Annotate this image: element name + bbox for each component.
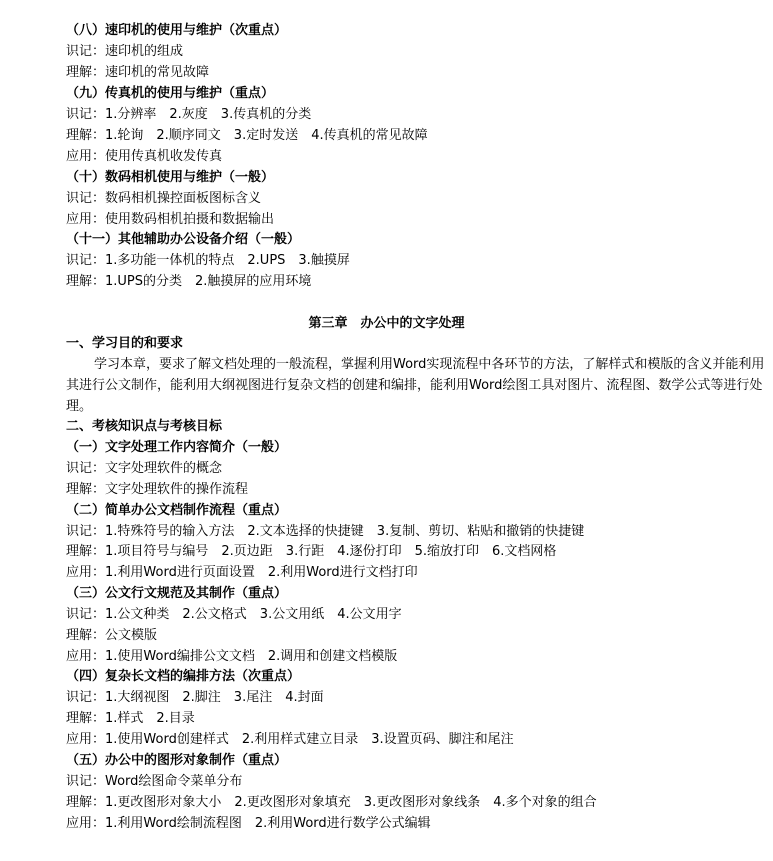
text-line: 识记：1.大纲视图 2.脚注 3.尾注 4.封面 bbox=[66, 690, 324, 705]
section-heading: （三）公文行文规范及其制作（重点） bbox=[66, 586, 288, 601]
text-line: 识记：Word绘图命令菜单分布 bbox=[66, 774, 243, 789]
text-line: 理解：文字处理软件的操作流程 bbox=[66, 482, 249, 497]
text-line: 应用：1.利用Word进行页面设置 2.利用Word进行文档打印 bbox=[66, 565, 418, 580]
text-line: 理解：1.项目符号与编号 2.页边距 3.行距 4.逐份打印 5.缩放打印 6.文档网格 bbox=[66, 544, 557, 559]
section-heading: （五）办公中的图形对象制作（重点） bbox=[66, 753, 288, 768]
text-line: 理解：公文模版 bbox=[66, 628, 158, 643]
section-heading: （四）复杂长文档的编排方法（次重点） bbox=[66, 669, 301, 684]
text-line: 应用：1.使用Word编排公文文档 2.调用和创建文档模版 bbox=[66, 649, 398, 664]
section-heading: （一）文字处理工作内容简介（一般） bbox=[66, 440, 288, 455]
text-line: 识记：速印机的组成 bbox=[66, 44, 184, 59]
section-heading: （九）传真机的使用与维护（重点） bbox=[66, 86, 275, 101]
text-line: 应用：1.利用Word绘制流程图 2.利用Word进行数学公式编辑 bbox=[66, 816, 431, 831]
text-line: 识记：1.特殊符号的输入方法 2.文本选择的快捷键 3.复制、剪切、粘贴和撤销的快捷键 bbox=[66, 524, 585, 539]
section-heading: （十）数码相机使用与维护（一般） bbox=[66, 170, 275, 185]
section-heading: 二、考核知识点与考核目标 bbox=[66, 419, 223, 434]
text-line: 应用：使用数码相机拍摄和数据输出 bbox=[66, 212, 275, 227]
chapter-title: 第三章 办公中的文字处理 bbox=[308, 316, 465, 331]
section-heading: （十一）其他辅助办公设备介绍（一般） bbox=[66, 232, 301, 247]
text-line: 理解：速印机的常见故障 bbox=[66, 65, 210, 80]
text-line: 理解：1.轮询 2.顺序同文 3.定时发送 4.传真机的常见故障 bbox=[66, 128, 428, 143]
text-line: 识记：数码相机操控面板图标含义 bbox=[66, 191, 262, 206]
intro-paragraph: 学习本章，要求了解文档处理的一般流程，掌握利用Word实现流程中各环节的方法，了解样式和模版的含义并能利用其进行公文制作，能利用大纲视图进行复杂文档的创建和编排，能利用Word绘图工具对图片、流程图、数学公式等进行处理。 bbox=[66, 357, 765, 414]
text-line: 理解：1.更改图形对象大小 2.更改图形对象填充 3.更改图形对象线条 4.多个对象的组合 bbox=[66, 795, 597, 810]
text-line: 识记：文字处理软件的概念 bbox=[66, 461, 223, 476]
text-line: 应用：1.使用Word创建样式 2.利用样式建立目录 3.设置页码、脚注和尾注 bbox=[66, 732, 514, 747]
text-line: 识记：1.公文种类 2.公文格式 3.公文用纸 4.公文用字 bbox=[66, 607, 402, 622]
text-line: 识记：1.多功能一体机的特点 2.UPS 3.触摸屏 bbox=[66, 253, 350, 268]
section-heading: 一、学习目的和要求 bbox=[66, 336, 184, 351]
text-line: 应用：使用传真机收发传真 bbox=[66, 149, 223, 164]
text-line: 识记：1.分辨率 2.灰度 3.传真机的分类 bbox=[66, 107, 312, 122]
text-line: 理解：1.UPS的分类 2.触摸屏的应用环境 bbox=[66, 274, 312, 289]
section-heading: （二）简单办公文档制作流程（重点） bbox=[66, 503, 288, 518]
text-line: 理解：1.样式 2.目录 bbox=[66, 711, 195, 726]
section-heading: （八）速印机的使用与维护（次重点） bbox=[66, 23, 288, 38]
